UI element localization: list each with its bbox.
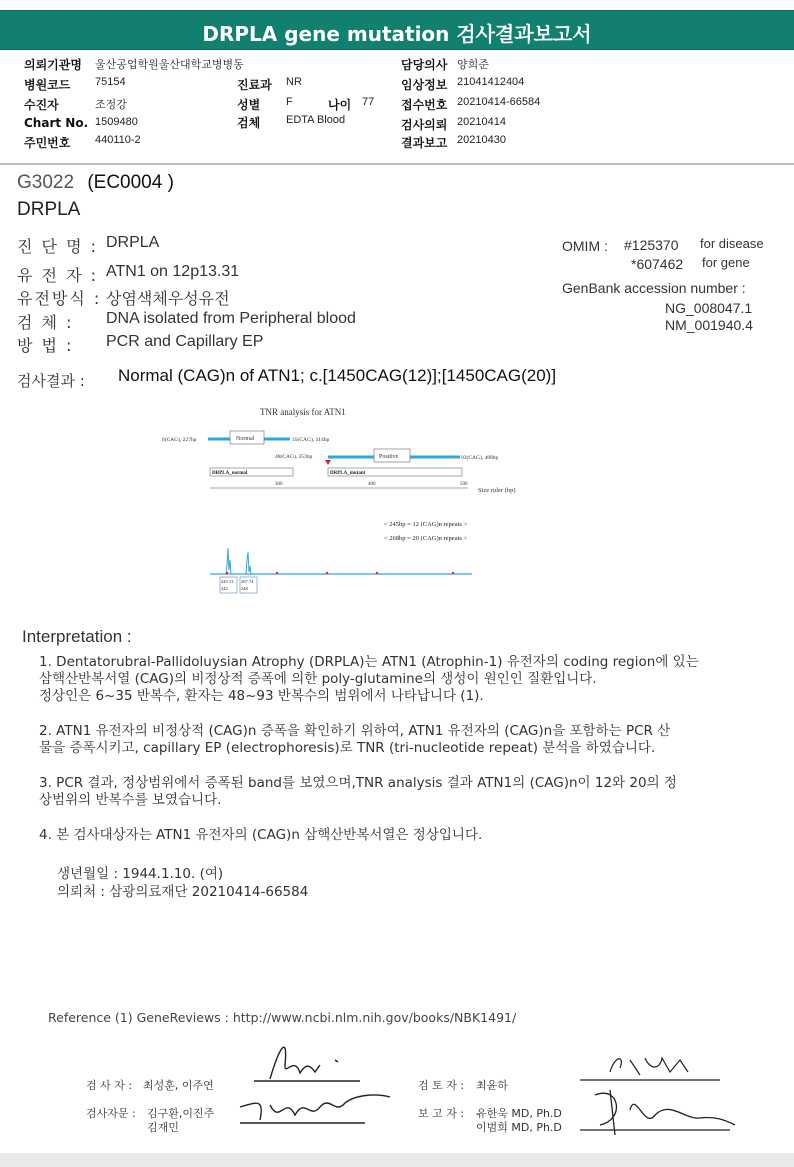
report-title: DRPLA gene mutation 검사결과보고서 xyxy=(202,22,592,46)
value-report-date: 20210430 xyxy=(457,134,506,146)
fig-tick-400: 400 xyxy=(368,482,376,487)
label-report-date: 결과보고 xyxy=(401,136,448,150)
label-request-date: 검사의뢰 xyxy=(401,118,448,132)
fig-marker-1 xyxy=(226,572,229,575)
fig-tick-500: 500 xyxy=(460,482,468,487)
test-ec-code: (EC0004 ) xyxy=(87,172,174,193)
fig-normal-box-label: Normal xyxy=(236,436,255,442)
footer-band xyxy=(0,1153,794,1167)
specimen-label: 검 체 : xyxy=(17,313,74,332)
label-receipt-no: 접수번호 xyxy=(401,98,448,112)
diagnosis-value: DRPLA xyxy=(106,234,160,251)
label-hospital-code: 병원코드 xyxy=(24,78,71,92)
reporter-signature xyxy=(575,1080,740,1150)
value-request-date: 20210414 xyxy=(457,116,506,128)
value-patient: 조정강 xyxy=(95,99,127,111)
value-clinical-info: 21041412404 xyxy=(457,76,525,88)
reporter-name-2: 이범희 MD, Ph.D xyxy=(476,1121,562,1134)
value-specimen: EDTA Blood xyxy=(286,114,346,126)
reporter-label: 보 고 자 : xyxy=(418,1107,465,1120)
label-sex: 성별 xyxy=(237,98,261,112)
fig-peak-1-size: 245.13 xyxy=(221,579,234,584)
value-hospital-code: 75154 xyxy=(95,76,126,88)
omim-gene-id: *607462 xyxy=(631,256,684,272)
fig-normal-left: 6(CAG), 227bp xyxy=(162,437,197,443)
value-requesting-org: 울산공업학원울산대학교병병동 xyxy=(95,59,244,71)
value-physician: 양희준 xyxy=(457,59,489,71)
examiner-names: 최성훈, 이주연 xyxy=(143,1079,214,1092)
fig-marker-4 xyxy=(376,572,379,575)
advisor-names-2: 김재민 xyxy=(147,1121,179,1134)
value-sex: F xyxy=(286,96,293,108)
fig-marker-2 xyxy=(276,572,279,575)
p2-line-1: 2. ATN1 유전자의 비정상적 (CAG)n 증폭을 확인하기 위하여, ATN1 유전자의 (CAG)n을 포함하는 PCR 산 xyxy=(39,723,671,739)
p1-line-2: 삼핵산반복서열 (CAG)의 비정상적 증폭에 의한 poly-glutamine의 생성이 원인인 질환입니다. xyxy=(39,671,597,687)
label-patient: 수진자 xyxy=(24,98,59,112)
label-resident-no: 주민번호 xyxy=(24,136,71,150)
reviewer-label: 검 토 자 : xyxy=(418,1079,465,1092)
reviewer-name: 최윤하 xyxy=(476,1079,508,1092)
fig-note-2: < 268bp = 20 (CAG)n repeats > xyxy=(384,535,468,542)
omim-disease-note: for disease xyxy=(700,236,764,251)
interpretation-p1 xyxy=(39,654,769,705)
value-resident-no: 440110-2 xyxy=(95,134,141,146)
fig-ruler-label: Size ruler (bp) xyxy=(478,487,516,494)
interpretation-p3 xyxy=(39,775,769,809)
advisor-names-1: 김구환,이진주 xyxy=(147,1107,215,1120)
omim-gene-note: for gene xyxy=(702,255,750,270)
fig-title: TNR analysis for ATN1 xyxy=(260,407,346,417)
value-chart-no: 1509480 xyxy=(95,116,138,128)
fig-peak-2-size: 267.74 xyxy=(241,579,254,584)
fig-peak-1-height: 242 xyxy=(221,586,228,591)
inheritance-label: 유전방식 : xyxy=(17,289,102,308)
label-requesting-org: 의뢰기관명 xyxy=(24,58,82,72)
method-value: PCR and Capillary EP xyxy=(106,333,264,350)
omim-disease-id: #125370 xyxy=(624,237,679,253)
diagnosis-label: 진 단 명 : xyxy=(17,237,99,256)
fig-positive-box-label: Positive xyxy=(379,454,399,460)
method-label: 방 법 : xyxy=(17,336,74,355)
genbank-ng: NG_008047.1 xyxy=(665,300,753,316)
examiner-signature xyxy=(240,1035,370,1090)
advisor-label: 검사자문 : xyxy=(86,1107,136,1120)
examiner-label: 검 사 자 : xyxy=(86,1079,133,1092)
fig-peak-2-height: 248 xyxy=(241,586,248,591)
header-divider xyxy=(0,163,794,165)
fig-positive-right: 93(CAG), 488bp xyxy=(461,455,499,461)
interpretation-title: Interpretation : xyxy=(22,627,132,646)
test-code: G3022 xyxy=(17,172,75,193)
label-physician: 담당의사 xyxy=(401,58,448,72)
p2-line-2: 물을 증폭시키고, capillary EP (electrophoresis)로 TNR (tri-nucleotide repeat) 분석을 하였습니다. xyxy=(39,740,656,756)
inheritance-value: 상염색체우성유전 xyxy=(106,291,230,308)
report-title-bar xyxy=(0,10,794,50)
fig-marker-5 xyxy=(452,572,455,575)
reference: Reference (1) GeneReviews : http://www.ncbi.nlm.nih.gov/books/NBK1491/ xyxy=(48,1010,517,1025)
value-age: 77 xyxy=(362,96,375,108)
advisor-signature xyxy=(235,1085,395,1135)
genbank-label: GenBank accession number : xyxy=(562,280,746,296)
fig-bar-mutant-label: DRPLA_mutant xyxy=(330,471,366,476)
label-department: 진료과 xyxy=(237,78,272,92)
value-department: NR xyxy=(286,76,302,88)
gene-label: 유 전 자 : xyxy=(17,266,99,285)
label-specimen: 검체 xyxy=(237,116,261,130)
interpretation-p4: 4. 본 검사대상자는 ATN1 유전자의 (CAG)n 삼핵산반복서열은 정상입니다. xyxy=(39,827,483,843)
test-name: DRPLA xyxy=(17,199,81,220)
requester: 의뢰처 : 삼광의료재단 20210414-66584 xyxy=(57,884,309,900)
result-label: 검사결과 : xyxy=(17,372,85,390)
patient-dob: 생년월일 : 1944.1.10. (여) xyxy=(57,866,224,882)
specimen-value: DNA isolated from Peripheral blood xyxy=(106,310,356,327)
reporter-name-1: 유한욱 MD, Ph.D xyxy=(476,1107,562,1120)
test-code-line xyxy=(17,172,174,194)
fig-marker-3 xyxy=(326,572,329,575)
fig-normal-right: 35(CAG), 314bp xyxy=(292,437,330,443)
omim-label: OMIM : xyxy=(562,238,608,254)
label-chart-no: Chart No. xyxy=(24,116,89,130)
p1-line-1: 1. Dentatorubral-Pallidoluysian Atrophy (DRPLA)는 ATN1 (Atrophin-1) 유전자의 coding region에 있는 xyxy=(39,654,699,670)
fig-note-1: < 245bp = 12 (CAG)n repeats > xyxy=(384,521,468,528)
fig-positive-marker xyxy=(325,460,331,465)
value-receipt-no: 20210414-66584 xyxy=(457,96,541,108)
tnr-figure xyxy=(150,400,550,600)
p3-line-2: 상범위의 반복수를 보였습니다. xyxy=(39,792,222,808)
fig-tick-300: 300 xyxy=(275,482,283,487)
p1-line-3: 정상인은 6~35 반복수, 환자는 48~93 반복수의 범위에서 나타납니다 (1). xyxy=(39,688,484,704)
interpretation-p2 xyxy=(39,723,769,757)
fig-trace-peaks xyxy=(210,548,251,574)
label-age: 나이 xyxy=(328,98,352,112)
gene-value: ATN1 on 12p13.31 xyxy=(106,263,240,280)
result-value: Normal (CAG)n of ATN1; c.[1450CAG(12)];[1450CAG(20)] xyxy=(118,366,557,385)
fig-bar-normal-label: DRPLA_normal xyxy=(212,471,248,476)
header-info xyxy=(0,52,794,162)
genbank-nm: NM_001940.4 xyxy=(665,317,753,333)
p3-line-1: 3. PCR 결과, 정상범위에서 증폭된 band를 보였으며,TNR analysis 결과 ATN1의 (CAG)n이 12와 20의 정 xyxy=(39,775,677,791)
fig-positive-left: 48(CAG), 353bp xyxy=(275,454,313,460)
label-clinical-info: 임상정보 xyxy=(401,78,448,92)
